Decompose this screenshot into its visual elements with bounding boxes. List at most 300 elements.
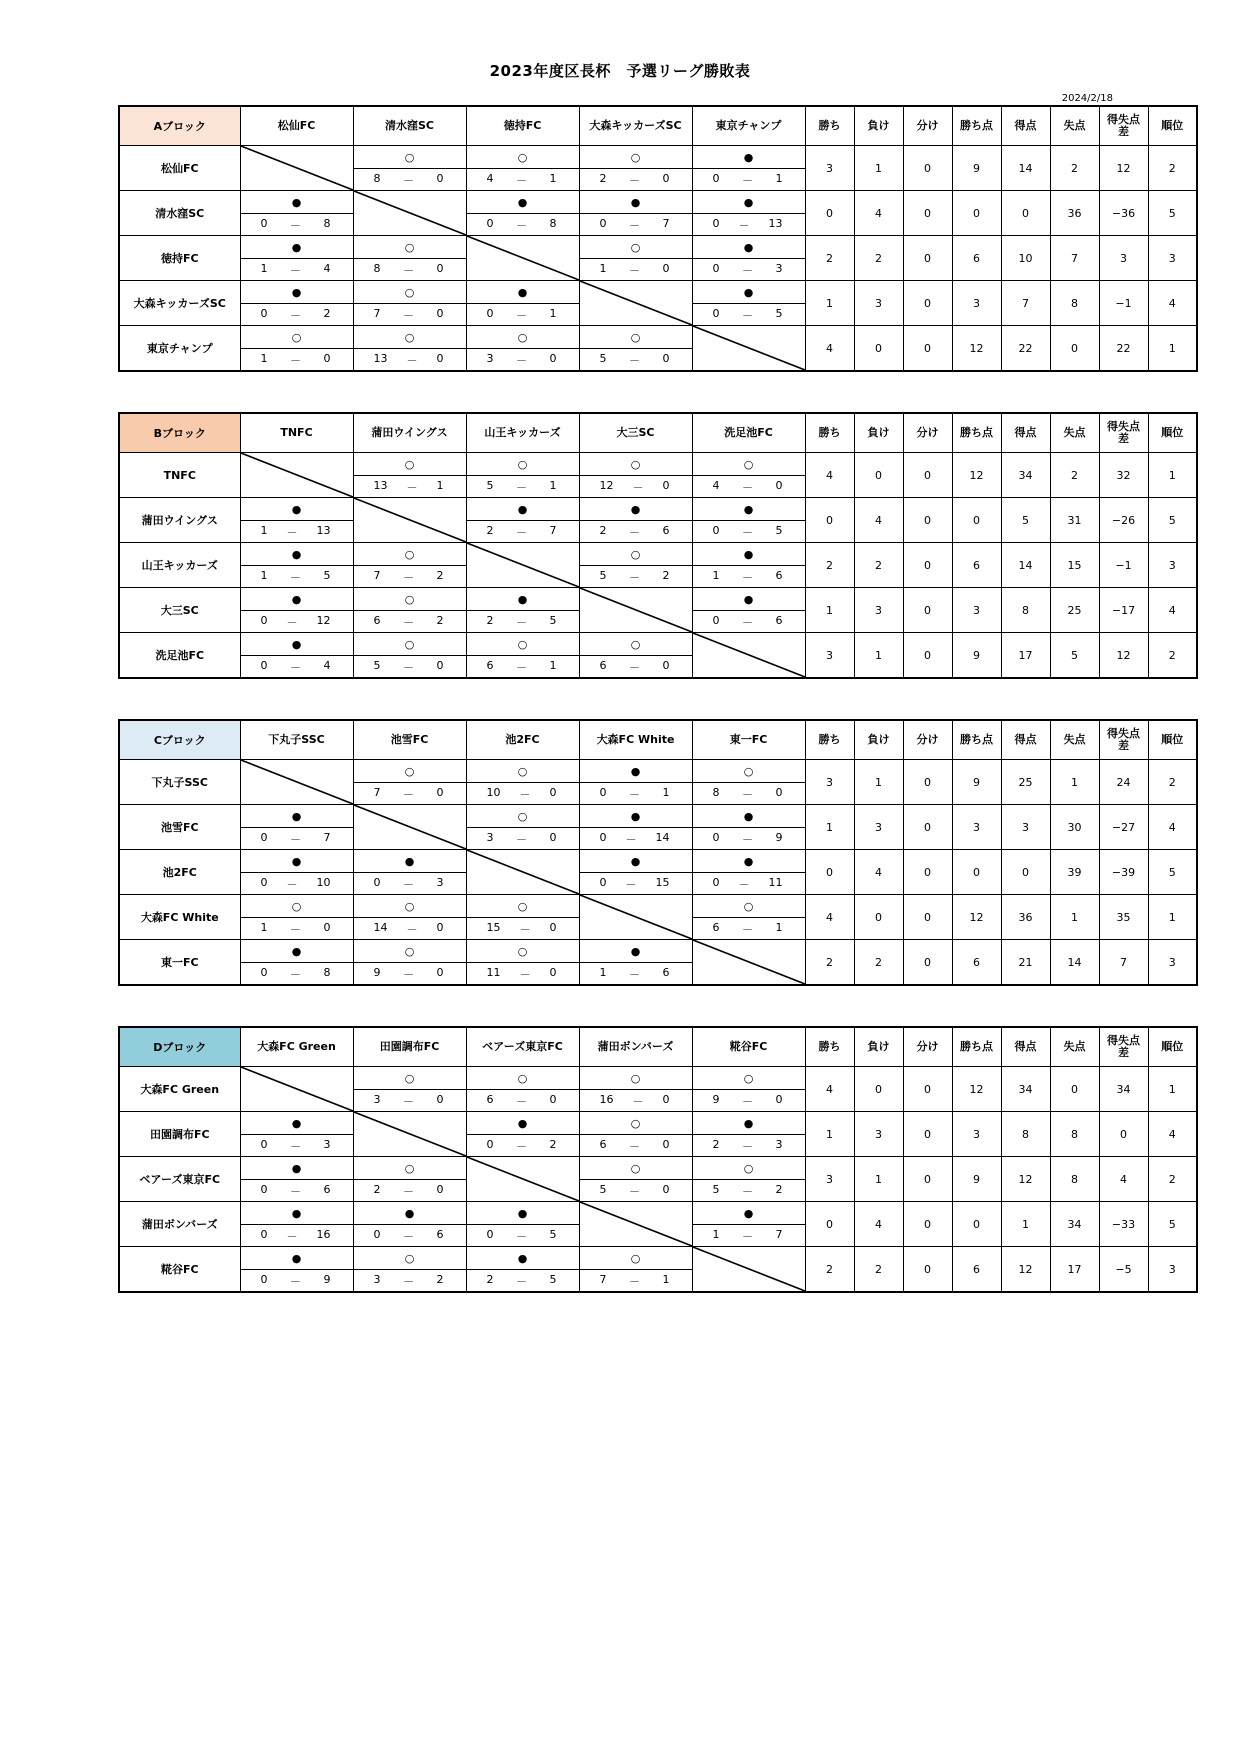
diagonal-cell (353, 191, 466, 236)
loss-mark: ● (692, 1112, 805, 1135)
match-score (579, 521, 692, 543)
score-for: 1 (599, 261, 607, 275)
win-mark: ○ (353, 940, 466, 963)
goals-for-value: 0 (1001, 850, 1050, 895)
win-mark: ○ (692, 895, 805, 918)
league-block (118, 1026, 1198, 1293)
score-against: 0 (436, 306, 444, 320)
score-dash: － (286, 525, 298, 539)
score-dash: － (629, 967, 640, 981)
win-mark: ○ (579, 146, 692, 169)
score-against: 3 (775, 261, 783, 275)
score-for: 1 (260, 568, 268, 582)
stat-header: 得失点 差 (1099, 720, 1148, 760)
team-row (119, 588, 1197, 611)
score-against: 7 (323, 830, 331, 844)
score-for: 14 (373, 920, 388, 934)
score-against: 13 (768, 216, 783, 230)
score-against: 0 (662, 658, 670, 672)
draws-value: 0 (903, 146, 952, 191)
match-score (353, 259, 466, 281)
goals-for-value: 1 (1001, 1202, 1050, 1247)
score-for: 1 (599, 965, 607, 979)
match-score (579, 1270, 692, 1293)
team-row (119, 453, 1197, 476)
wins-value: 0 (805, 191, 854, 236)
match-score (466, 656, 579, 679)
loss-mark: ● (466, 588, 579, 611)
points-value: 6 (952, 1247, 1001, 1293)
diagonal-line (241, 146, 353, 190)
score-for: 0 (373, 1227, 381, 1241)
match-score (579, 873, 692, 895)
win-mark: ○ (466, 633, 579, 656)
draws-value: 0 (903, 850, 952, 895)
match-score (240, 259, 353, 281)
match-score (692, 828, 805, 850)
stat-header: 得失点 差 (1099, 1027, 1148, 1067)
goals-for-value: 34 (1001, 1067, 1050, 1112)
goals-for-value: 25 (1001, 760, 1050, 805)
losses-value: 0 (854, 326, 903, 372)
match-score (579, 476, 692, 498)
goal-difference-value: 12 (1099, 633, 1148, 679)
rank-value: 1 (1148, 326, 1197, 372)
score-against: 6 (662, 523, 670, 537)
wins-value: 4 (805, 326, 854, 372)
score-dash: － (403, 787, 414, 801)
team-name: 洗足池FC (119, 633, 240, 679)
draws-value: 0 (903, 1157, 952, 1202)
match-score (692, 1225, 805, 1247)
league-table (118, 412, 1198, 679)
score-against: 0 (436, 1182, 444, 1196)
rank-value: 5 (1148, 191, 1197, 236)
score-against: 6 (662, 965, 670, 979)
losses-value: 1 (854, 760, 903, 805)
score-against: 0 (662, 1137, 670, 1151)
score-for: 1 (260, 523, 268, 537)
stat-header: 負け (854, 413, 903, 453)
diagonal-cell (579, 1202, 692, 1247)
score-against: 1 (549, 171, 557, 185)
draws-value: 0 (903, 588, 952, 633)
win-mark: ○ (579, 633, 692, 656)
goals-for-value: 10 (1001, 236, 1050, 281)
score-against: 0 (662, 261, 670, 275)
points-value: 9 (952, 1157, 1001, 1202)
score-against: 1 (775, 920, 783, 934)
goals-against-value: 7 (1050, 236, 1099, 281)
goals-against-value: 8 (1050, 1112, 1099, 1157)
loss-mark: ● (466, 1202, 579, 1225)
opponent-header: 大三SC (579, 413, 692, 453)
score-dash: － (742, 615, 753, 629)
score-against: 1 (549, 658, 557, 672)
goals-against-value: 2 (1050, 453, 1099, 498)
diagonal-line (354, 1112, 466, 1156)
points-value: 9 (952, 760, 1001, 805)
score-for: 7 (373, 785, 381, 799)
wins-value: 2 (805, 236, 854, 281)
win-mark: ○ (466, 326, 579, 349)
score-for: 0 (712, 875, 720, 889)
score-against: 2 (323, 306, 331, 320)
score-for: 3 (486, 351, 494, 365)
team-name: 田園調布FC (119, 1112, 240, 1157)
score-against: 2 (549, 1137, 557, 1151)
match-score (353, 566, 466, 588)
score-against: 14 (655, 830, 670, 844)
score-against: 6 (436, 1227, 444, 1241)
win-mark: ○ (240, 326, 353, 349)
loss-mark: ● (240, 633, 353, 656)
league-table (118, 719, 1198, 986)
match-score (353, 873, 466, 895)
diagonal-cell (240, 1067, 353, 1112)
wins-value: 0 (805, 1202, 854, 1247)
loss-mark: ● (579, 760, 692, 783)
score-for: 9 (712, 1092, 720, 1106)
match-score (692, 214, 805, 236)
goal-difference-value: 22 (1099, 326, 1148, 372)
team-row (119, 1112, 1197, 1135)
win-mark: ○ (579, 1247, 692, 1270)
score-dash: － (290, 353, 301, 367)
win-mark: ○ (692, 1157, 805, 1180)
match-score (353, 169, 466, 191)
goals-for-value: 14 (1001, 146, 1050, 191)
match-score (692, 476, 805, 498)
goal-difference-value: 34 (1099, 1067, 1148, 1112)
match-score (353, 656, 466, 679)
score-dash: － (290, 922, 301, 936)
score-dash: － (286, 615, 298, 629)
score-dash: － (519, 922, 531, 936)
opponent-header: 蒲田ボンバーズ (579, 1027, 692, 1067)
score-dash: － (403, 660, 414, 674)
score-for: 0 (712, 523, 720, 537)
score-for: 0 (599, 216, 607, 230)
win-mark: ○ (466, 146, 579, 169)
stat-header: 分け (903, 1027, 952, 1067)
score-for: 6 (599, 658, 607, 672)
score-for: 0 (260, 1227, 268, 1241)
match-score (692, 566, 805, 588)
score-against: 9 (323, 1272, 331, 1286)
score-against: 0 (549, 830, 557, 844)
score-against: 7 (662, 216, 670, 230)
score-dash: － (632, 1094, 644, 1108)
team-name: 糀谷FC (119, 1247, 240, 1293)
score-dash: － (403, 877, 414, 891)
draws-value: 0 (903, 1202, 952, 1247)
stat-header: 順位 (1148, 1027, 1197, 1067)
loss-mark: ● (692, 588, 805, 611)
score-against: 0 (662, 171, 670, 185)
score-dash: － (519, 967, 531, 981)
score-dash: － (406, 922, 418, 936)
block-label: Dブロック (119, 1027, 240, 1067)
match-score (692, 304, 805, 326)
diagonal-cell (353, 805, 466, 850)
score-for: 6 (486, 658, 494, 672)
score-against: 0 (662, 351, 670, 365)
wins-value: 2 (805, 543, 854, 588)
match-score (466, 611, 579, 633)
score-for: 7 (373, 306, 381, 320)
opponent-header: 大森FC Green (240, 1027, 353, 1067)
goals-against-value: 39 (1050, 850, 1099, 895)
score-dash: － (742, 480, 753, 494)
match-score (353, 1225, 466, 1247)
match-score (466, 828, 579, 850)
match-score (692, 169, 805, 191)
losses-value: 4 (854, 1202, 903, 1247)
loss-mark: ● (353, 1202, 466, 1225)
match-score (466, 521, 579, 543)
loss-mark: ● (579, 191, 692, 214)
stat-header: 得点 (1001, 1027, 1050, 1067)
score-dash: － (516, 832, 527, 846)
diagonal-cell (240, 760, 353, 805)
losses-value: 2 (854, 940, 903, 986)
opponent-header: 洗足池FC (692, 413, 805, 453)
match-score (353, 611, 466, 633)
stat-header: 勝ち点 (952, 106, 1001, 146)
team-name: 山王キッカーズ (119, 543, 240, 588)
goals-against-value: 30 (1050, 805, 1099, 850)
rank-value: 2 (1148, 760, 1197, 805)
diagonal-line (467, 236, 579, 280)
score-against: 15 (655, 875, 670, 889)
match-score (579, 1180, 692, 1202)
rank-value: 5 (1148, 1202, 1197, 1247)
losses-value: 0 (854, 895, 903, 940)
match-score (240, 918, 353, 940)
stat-header: 失点 (1050, 413, 1099, 453)
goals-against-value: 1 (1050, 760, 1099, 805)
score-dash: － (742, 525, 753, 539)
loss-mark: ● (240, 1112, 353, 1135)
rank-value: 5 (1148, 498, 1197, 543)
match-score (353, 1270, 466, 1293)
score-against: 0 (775, 785, 783, 799)
stat-header: 分け (903, 106, 952, 146)
stat-header: 負け (854, 1027, 903, 1067)
diagonal-line (467, 543, 579, 587)
score-for: 2 (599, 523, 607, 537)
score-dash: － (516, 1094, 527, 1108)
opponent-header: 大森キッカーズSC (579, 106, 692, 146)
losses-value: 3 (854, 281, 903, 326)
goals-for-value: 12 (1001, 1157, 1050, 1202)
score-for: 3 (486, 830, 494, 844)
match-score (692, 918, 805, 940)
score-for: 0 (260, 658, 268, 672)
goal-difference-value: −27 (1099, 805, 1148, 850)
score-against: 0 (549, 351, 557, 365)
score-dash: － (519, 787, 531, 801)
loss-mark: ● (692, 1202, 805, 1225)
team-name: 下丸子SSC (119, 760, 240, 805)
score-for: 2 (486, 523, 494, 537)
loss-mark: ● (240, 1202, 353, 1225)
points-value: 12 (952, 326, 1001, 372)
losses-value: 4 (854, 498, 903, 543)
loss-mark: ● (579, 850, 692, 873)
loss-mark: ● (692, 498, 805, 521)
team-name: 池雪FC (119, 805, 240, 850)
win-mark: ○ (692, 453, 805, 476)
score-dash: － (290, 1184, 301, 1198)
losses-value: 2 (854, 236, 903, 281)
diagonal-line (354, 805, 466, 849)
score-dash: － (742, 1094, 753, 1108)
score-for: 0 (260, 306, 268, 320)
goals-against-value: 34 (1050, 1202, 1099, 1247)
score-dash: － (629, 1184, 640, 1198)
win-mark: ○ (466, 1067, 579, 1090)
win-mark: ○ (579, 453, 692, 476)
score-for: 6 (373, 613, 381, 627)
stat-header: 勝ち点 (952, 1027, 1001, 1067)
goal-difference-value: −39 (1099, 850, 1148, 895)
score-for: 4 (712, 478, 720, 492)
score-for: 0 (373, 875, 381, 889)
stat-header: 勝ち (805, 413, 854, 453)
losses-value: 0 (854, 1067, 903, 1112)
opponent-header: 糀谷FC (692, 1027, 805, 1067)
loss-mark: ● (692, 236, 805, 259)
score-for: 5 (712, 1182, 720, 1196)
score-against: 0 (549, 965, 557, 979)
losses-value: 4 (854, 850, 903, 895)
match-score (692, 1180, 805, 1202)
win-mark: ○ (579, 1112, 692, 1135)
score-for: 0 (486, 216, 494, 230)
goals-against-value: 1 (1050, 895, 1099, 940)
match-score (466, 1135, 579, 1157)
score-against: 7 (775, 1227, 783, 1241)
diagonal-line (580, 1202, 692, 1246)
losses-value: 3 (854, 1112, 903, 1157)
points-value: 9 (952, 633, 1001, 679)
match-score (579, 963, 692, 986)
goals-for-value: 36 (1001, 895, 1050, 940)
match-score (353, 1090, 466, 1112)
win-mark: ○ (353, 633, 466, 656)
team-name: 大三SC (119, 588, 240, 633)
score-for: 0 (486, 1137, 494, 1151)
match-score (692, 259, 805, 281)
draws-value: 0 (903, 633, 952, 679)
opponent-header: 池雪FC (353, 720, 466, 760)
points-value: 6 (952, 236, 1001, 281)
match-score (466, 1270, 579, 1293)
score-dash: － (406, 480, 418, 494)
diagonal-cell (579, 588, 692, 633)
match-score (692, 873, 805, 895)
diagonal-line (241, 1067, 353, 1111)
draws-value: 0 (903, 760, 952, 805)
score-against: 0 (436, 1092, 444, 1106)
points-value: 12 (952, 895, 1001, 940)
score-for: 6 (712, 920, 720, 934)
score-dash: － (625, 832, 637, 846)
rank-value: 3 (1148, 543, 1197, 588)
score-dash: － (742, 1229, 753, 1243)
team-row (119, 146, 1197, 169)
score-for: 0 (712, 216, 720, 230)
points-value: 12 (952, 453, 1001, 498)
score-against: 0 (662, 1092, 670, 1106)
score-against: 5 (549, 1227, 557, 1241)
score-dash: － (742, 1184, 753, 1198)
block-label: Bブロック (119, 413, 240, 453)
wins-value: 3 (805, 633, 854, 679)
goal-difference-value: −26 (1099, 498, 1148, 543)
points-value: 3 (952, 281, 1001, 326)
goal-difference-value: 32 (1099, 453, 1148, 498)
wins-value: 1 (805, 281, 854, 326)
stat-header: 順位 (1148, 413, 1197, 453)
loss-mark: ● (466, 1247, 579, 1270)
goals-for-value: 8 (1001, 1112, 1050, 1157)
opponent-header: ベアーズ東京FC (466, 1027, 579, 1067)
match-score (466, 476, 579, 498)
stat-header: 勝ち点 (952, 413, 1001, 453)
draws-value: 0 (903, 236, 952, 281)
wins-value: 4 (805, 453, 854, 498)
score-dash: － (742, 922, 753, 936)
score-for: 0 (260, 1137, 268, 1151)
match-score (692, 1135, 805, 1157)
score-dash: － (516, 353, 527, 367)
match-score (240, 1135, 353, 1157)
losses-value: 1 (854, 1157, 903, 1202)
goals-against-value: 36 (1050, 191, 1099, 236)
stat-header: 勝ち点 (952, 720, 1001, 760)
score-against: 3 (775, 1137, 783, 1151)
stat-header: 得失点 差 (1099, 413, 1148, 453)
stat-header: 順位 (1148, 720, 1197, 760)
loss-mark: ● (240, 236, 353, 259)
points-value: 6 (952, 543, 1001, 588)
team-row (119, 760, 1197, 783)
score-dash: － (290, 660, 301, 674)
wins-value: 1 (805, 805, 854, 850)
draws-value: 0 (903, 453, 952, 498)
goal-difference-value: −5 (1099, 1247, 1148, 1293)
diagonal-cell (692, 326, 805, 372)
losses-value: 4 (854, 191, 903, 236)
score-dash: － (629, 1274, 640, 1288)
stat-header: 失点 (1050, 720, 1099, 760)
match-score (692, 521, 805, 543)
score-for: 3 (373, 1272, 381, 1286)
score-for: 5 (599, 568, 607, 582)
draws-value: 0 (903, 191, 952, 236)
goals-for-value: 17 (1001, 633, 1050, 679)
team-row (119, 805, 1197, 828)
goals-against-value: 8 (1050, 1157, 1099, 1202)
goals-for-value: 22 (1001, 326, 1050, 372)
score-against: 0 (549, 920, 557, 934)
win-mark: ○ (353, 1247, 466, 1270)
score-against: 4 (323, 658, 331, 672)
score-for: 0 (260, 875, 268, 889)
